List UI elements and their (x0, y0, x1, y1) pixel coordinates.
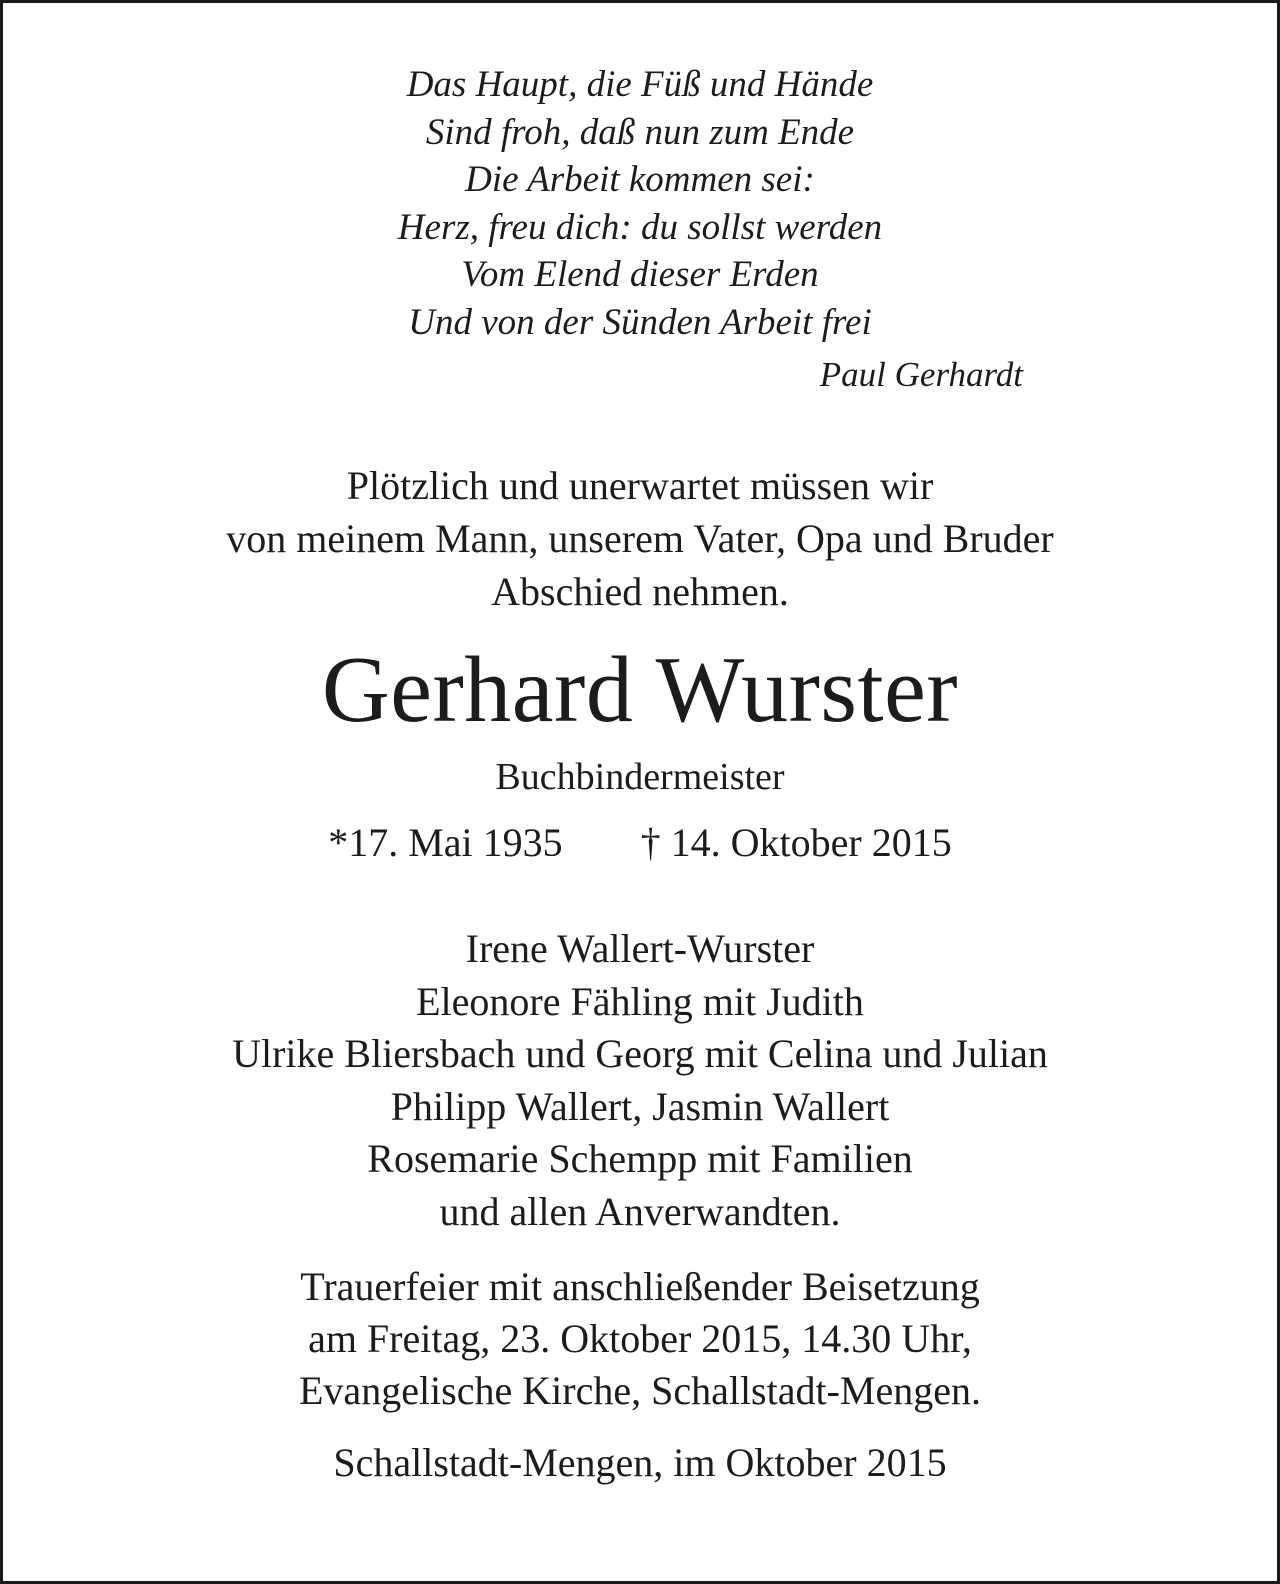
poem-line: Die Arbeit kommen sei: (465, 159, 815, 200)
place-and-date: Schallstadt-Mengen, im Oktober 2015 (333, 1440, 947, 1485)
mourners-list (3, 923, 1277, 1238)
poem-line: Und von der Sünden Arbeit frei (408, 301, 872, 343)
mourner-line: Rosemarie Schempp mit Familien (367, 1136, 913, 1181)
death-date: † 14. Oktober 2015 (640, 820, 952, 865)
service-line: Trauerfeier mit anschließender Beisetzung (300, 1264, 980, 1309)
intro-line: von meinem Mann, unserem Vater, Opa und Bruder (226, 516, 1054, 561)
mourner-line: Eleonore Fähling mit Judith (416, 978, 864, 1024)
poem-line: Das Haupt, die Füß und Hände (406, 64, 874, 105)
poem-line: Vom Elend dieser Erden (461, 254, 819, 295)
mourner-line: Irene Wallert-Wurster (465, 926, 815, 971)
poem-line: Sind froh, daß nun zum Ende (425, 111, 855, 153)
birth-date: *17. Mai 1935 (328, 820, 563, 865)
mourner-line: und allen Anverwandten. (439, 1188, 841, 1234)
deceased-name: Gerhard Wurster (321, 638, 959, 742)
poem-block (3, 61, 1277, 346)
poem-author: Paul Gerhardt (819, 355, 1023, 394)
mourner-line: Ulrike Bliersbach und Georg mit Celina und Julian (232, 1031, 1048, 1076)
life-dates (3, 819, 1277, 867)
mourner-line: Philipp Wallert, Jasmin Wallert (390, 1083, 890, 1129)
intro-text (3, 459, 1277, 618)
funeral-service-info (3, 1261, 1277, 1417)
intro-line: Abschied nehmen. (491, 569, 789, 614)
poem-line: Herz, freu dich: du sollst werden (397, 206, 883, 248)
intro-line: Plötzlich und unerwartet müssen wir (346, 463, 934, 508)
service-line: Evangelische Kirche, Schallstadt-Mengen. (299, 1368, 981, 1413)
service-line: am Freitag, 23. Oktober 2015, 14.30 Uhr, (308, 1316, 972, 1361)
deceased-profession: Buchbindermeister (495, 756, 785, 798)
